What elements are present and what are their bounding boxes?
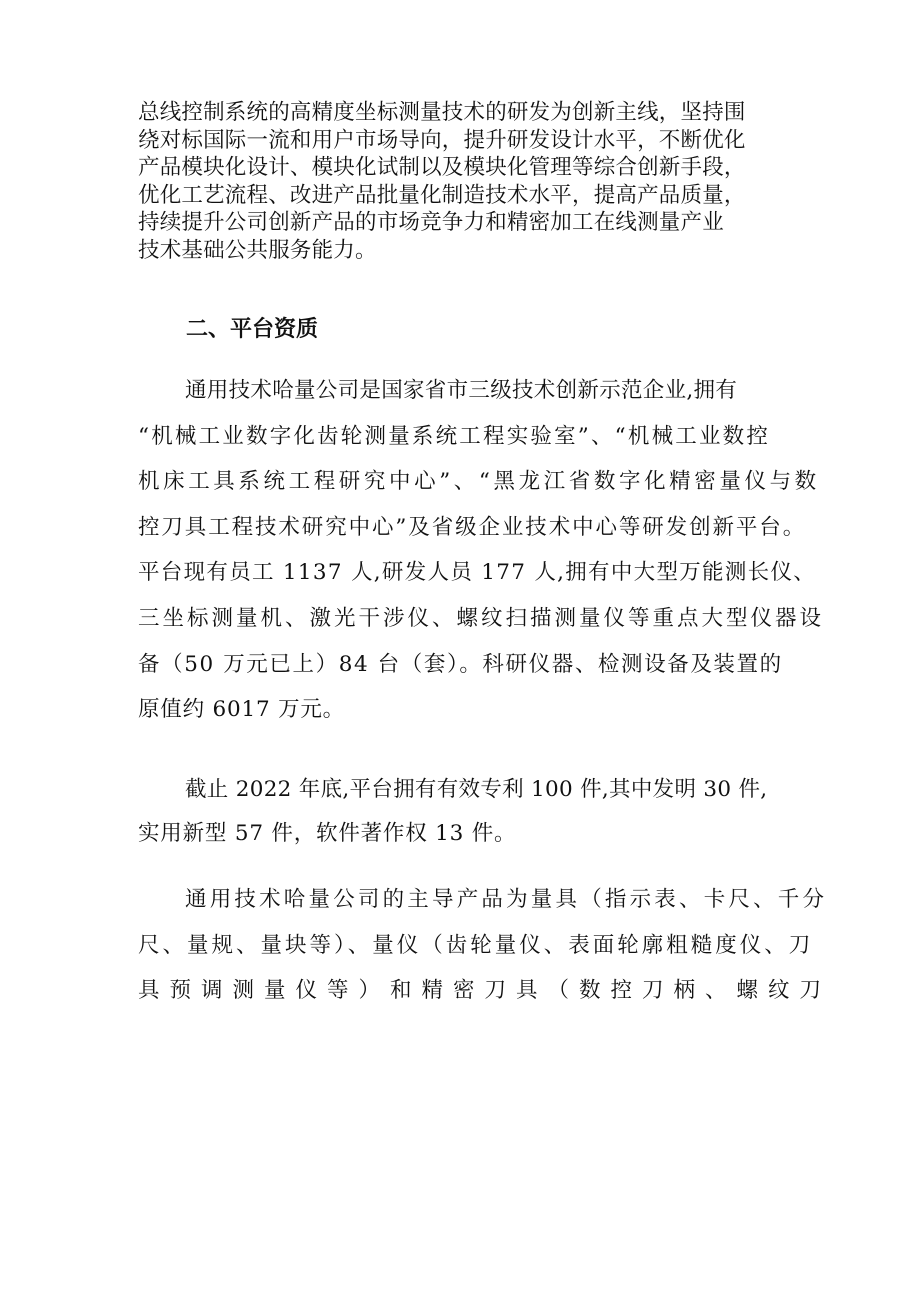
text-line: 具预调测量仪等）和精密刀具（数控刀柄、螺纹刀	[138, 978, 832, 1003]
paragraph-innovation-mainline	[138, 99, 746, 264]
text-line: 绕对标国际一流和用户市场导向，提升研发设计水平，不断优化	[138, 127, 746, 153]
text-line: 控刀具工程技术研究中心”及省级企业技术中心等研发创新平台。	[138, 514, 807, 540]
text-line: 总线控制系统的高精度坐标测量技术的研发为创新主线，坚持围	[138, 100, 746, 125]
text-line: 截止 2022 年底,平台拥有有效专利 100 件,其中发明 30 件,	[185, 777, 768, 802]
paragraph-platform-qualification	[138, 368, 824, 733]
text-line: 备（50 万元已上）84 台（套）。科研仪器、检测设备及装置的	[138, 651, 783, 677]
text-line: 持续提升公司创新产品的市场竞争力和精密加工在线测量产业	[138, 210, 724, 235]
text-line: 原值约 6017 万元。	[138, 697, 345, 723]
text-line: 尺、量规、量块等）、量仪（齿轮量仪、表面轮廓粗糙度仪、刀	[138, 932, 814, 958]
text-line: 机床工具系统工程研究中心”、“黑龙江省数字化精密量仪与数	[138, 469, 820, 495]
text-line: 实用新型 57 件，软件著作权 13 件。	[138, 821, 517, 846]
text-line: 优化工艺流程、改进产品批量化制造技术水平，提高产品质量，	[138, 182, 746, 208]
paragraph-main-products	[138, 877, 831, 1014]
text-line: 通用技术哈量公司是国家省市三级技术创新示范企业,拥有	[185, 378, 738, 403]
text-line: 产品模块化设计、模块化试制以及模块化管理等综合创新手段，	[138, 155, 746, 180]
paragraph-patents	[138, 768, 767, 856]
text-line: 技术基础公共服务能力。	[138, 237, 377, 263]
text-line: 三坐标测量机、激光干涉仪、螺纹扫描测量仪等重点大型仪器设	[138, 605, 825, 631]
text-line: 平台现有员工 1137 人,研发人员 177 人,拥有中大型万能测长仪、	[138, 560, 817, 586]
text-line: “机械工业数字化齿轮测量系统工程实验室”、“机械工业数控	[138, 423, 771, 449]
section-heading: 二、平台资质	[186, 317, 319, 342]
text-line: 通用技术哈量公司的主导产品为量具（指示表、卡尺、千分	[185, 887, 828, 912]
